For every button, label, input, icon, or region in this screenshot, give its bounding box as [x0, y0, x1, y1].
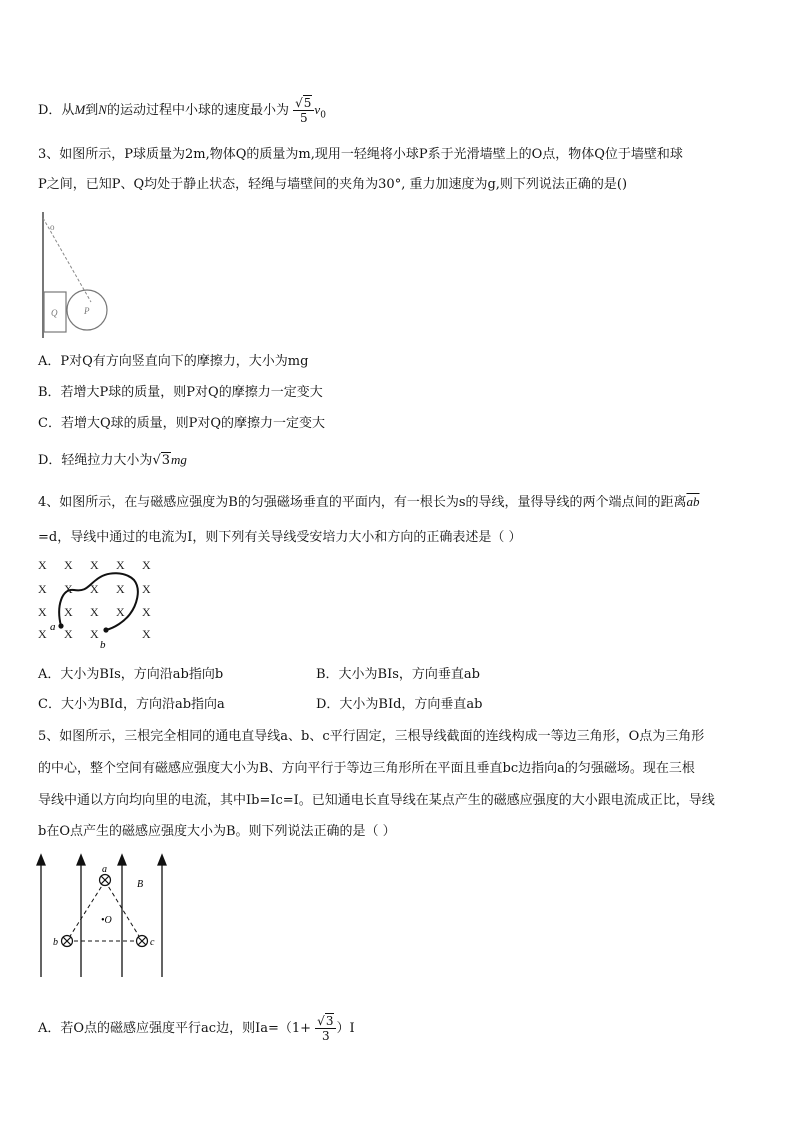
- q5-label-B: B: [137, 879, 144, 890]
- q5-figure: [34, 853, 168, 981]
- q2-option-d-M: M: [74, 102, 86, 117]
- q3-option-b: B．若增大P球的质量，则P对Q的摩擦力一定变大: [38, 385, 323, 400]
- q5-field-arrow: [158, 855, 166, 865]
- q3-label-P: P: [84, 306, 90, 316]
- q5-wire-a: [100, 875, 111, 886]
- q2-frac-den: 5: [299, 111, 308, 125]
- q4-cross: X: [38, 582, 47, 596]
- q4-cross: X: [116, 582, 125, 596]
- q2-option-d-sub: 0: [320, 110, 326, 121]
- q3-figure: [36, 212, 116, 340]
- q5-stem-line4: b在O点产生的磁感应强度大小为B。则下列说法正确的是（ ）: [38, 824, 396, 839]
- q5-field-arrow: [37, 855, 45, 865]
- q3-stem-line1: 3、如图所示，P球质量为2m,物体Q的质量为m,现用一轻绳将小球P系于光滑墙壁上的O点，物体Q位于墙壁和球: [38, 147, 683, 162]
- q4-cross: X: [116, 558, 125, 572]
- q5-option-a-prefix: A．若O点的磁感应强度平行ac边，则Ia=（1+: [38, 1021, 312, 1036]
- q2-option-d-mid1: 到: [85, 103, 99, 118]
- q4-cross: X: [64, 558, 73, 572]
- q5-label-a: a: [102, 864, 107, 875]
- q4-cross: X: [142, 605, 151, 619]
- q3-option-a: A．P对Q有方向竖直向下的摩擦力，大小为mg: [38, 354, 309, 369]
- q4-cross: X: [64, 582, 73, 596]
- q3-option-d-suffix: mg: [171, 452, 187, 467]
- q4-endpoint-a: [58, 623, 63, 628]
- q5-label-b: b: [53, 937, 58, 948]
- q5-stem-line3: 导线中通以方向均向里的电流，其中Ib=Ic=I。已知通电长直导线在某点产生的磁感应强度的大小跟电流成正比，导线: [38, 793, 715, 808]
- q4-stem-line1: [38, 492, 700, 513]
- q4-stem-ab: $\overline{ab}$: [686, 494, 700, 509]
- q5-field-arrow: [118, 855, 126, 865]
- q4-stem-prefix: 4、如图所示，在与磁感应强度为B的匀强磁场垂直的平面内，有一根长为s的导线，量得导线的两个端点间的距离: [38, 495, 687, 510]
- q2-option-d-fraction: $\frac{√5}{5}$: [293, 96, 314, 125]
- q5-option-a: [38, 1014, 355, 1043]
- q4-cross: X: [90, 558, 99, 572]
- q2-option-d-N: N: [98, 102, 107, 117]
- q4-label-a: a: [50, 621, 56, 633]
- q4-cross: X: [38, 605, 47, 619]
- q2-option-d-mid2: 的运动过程中小球的速度最小为: [106, 103, 289, 118]
- q2-option-d: [38, 96, 326, 126]
- q4-cross: X: [38, 558, 47, 572]
- q3-label-O: o: [50, 222, 55, 232]
- q5-option-a-suffix: ）I: [336, 1021, 355, 1036]
- q4-figure: [34, 556, 164, 656]
- q4-cross: X: [116, 605, 125, 619]
- q5-wire-b: [62, 936, 73, 947]
- q4-option-b: B．大小为BIs，方向垂直ab: [316, 667, 480, 682]
- q4-cross: X: [142, 582, 151, 596]
- q4-cross: X: [90, 627, 99, 641]
- q4-option-a: A．大小为BIs，方向沿ab指向b: [38, 667, 224, 682]
- q5-triangle: [67, 881, 142, 941]
- q5-frac-num: 3: [325, 1014, 334, 1028]
- q4-cross: X: [90, 582, 99, 596]
- q4-endpoint-b: [103, 627, 108, 632]
- q5-field-arrow: [77, 855, 85, 865]
- q4-option-c: C．大小为BId，方向沿ab指向a: [38, 697, 225, 712]
- q3-option-d-root: 3: [161, 453, 171, 468]
- q4-option-d: D．大小为BId，方向垂直ab: [316, 697, 483, 712]
- q5-label-O: •O: [101, 915, 112, 926]
- q5-stem-line2: 的中心，整个空间有磁感应强度大小为B、方向平行于等边三角形所在平面且垂直bc边指向a的匀强磁场。现在三根: [38, 761, 695, 776]
- q5-stem-line1: 5、如图所示，三根完全相同的通电直导线a、b、c平行固定，三根导线截面的连线构成一等边三角形，O点为三角形: [38, 729, 705, 744]
- q5-label-c: c: [150, 937, 155, 948]
- q4-stem-line2: =d，导线中通过的电流为I，则下列有关导线受安培力大小和方向的正确表述是（ ）: [38, 530, 522, 545]
- q2-frac-num: 5: [303, 96, 312, 110]
- q5-wire-c: [137, 936, 148, 947]
- q3-option-d: D．轻绳拉力大小为√3mg: [38, 452, 187, 468]
- q3-stem-line2: P之间，已知P、Q均处于静止状态，轻绳与墙壁间的夹角为30°, 重力加速度为g,则下列说法正确的是(): [38, 177, 628, 192]
- q4-label-b: b: [100, 639, 106, 651]
- q3-label-Q: Q: [51, 308, 58, 318]
- q2-option-d-prefix: D．从: [38, 103, 75, 118]
- q2-option-d-v: v: [314, 102, 321, 117]
- q3-option-c: C．若增大Q球的质量，则P对Q的摩擦力一定变大: [38, 416, 326, 431]
- q4-cross: X: [64, 605, 73, 619]
- q5-frac-den: 3: [322, 1029, 330, 1043]
- q4-cross: X: [142, 558, 151, 572]
- q4-cross: X: [142, 627, 151, 641]
- q4-cross: X: [64, 627, 73, 641]
- q5-option-a-fraction: $\frac{√3}{3}$: [315, 1014, 336, 1043]
- q3-option-d-prefix: D．轻绳拉力大小为: [38, 453, 153, 468]
- q4-cross: X: [38, 627, 47, 641]
- q4-cross: X: [90, 605, 99, 619]
